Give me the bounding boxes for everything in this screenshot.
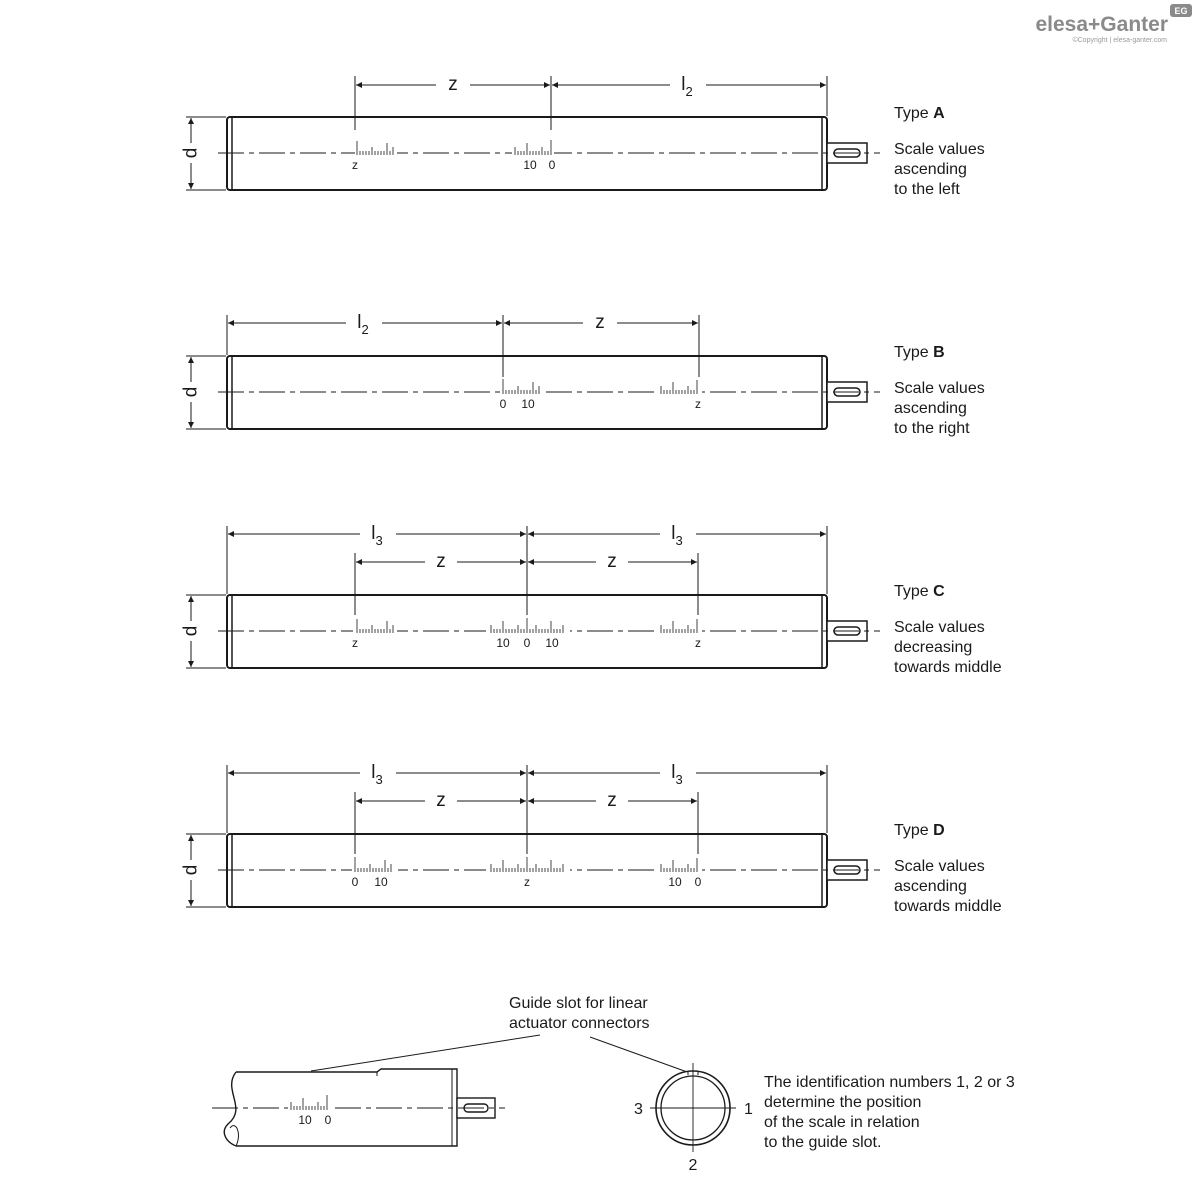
type-b-diagram: [181, 310, 985, 437]
svg-text:l3: $l_3$: [671, 523, 683, 548]
svg-text:z: z: [436, 551, 446, 572]
svg-text:Scale values: Scale values: [894, 141, 985, 158]
svg-text:z: z: [607, 790, 617, 811]
svg-text:10: 10: [298, 1113, 312, 1127]
svg-text:to the left: to the left: [894, 181, 960, 198]
svg-text:determine the position: determine the position: [764, 1094, 922, 1111]
svg-text:towards middle: towards middle: [894, 659, 1002, 676]
svg-text:10: 10: [545, 636, 559, 650]
dim-d-label: d: [180, 147, 202, 159]
svg-text:0: 0: [523, 636, 531, 650]
type-b-legend: [894, 344, 985, 437]
svg-text:to the guide slot.: to the guide slot.: [764, 1134, 882, 1151]
svg-text:l2: $l_2$: [357, 312, 369, 337]
svg-text:l3: $l_3$: [371, 762, 383, 787]
svg-text:10: 10: [521, 397, 535, 411]
svg-text:0: 0: [548, 158, 556, 172]
type-c-legend: [894, 583, 1002, 676]
type-a-title: Type A: [894, 105, 945, 122]
guide-slot-leaders: [311, 1035, 690, 1073]
tube-cross-section: [650, 1063, 736, 1152]
svg-text:0: 0: [694, 875, 702, 889]
svg-text:ascending: ascending: [894, 161, 967, 178]
dim-l-label: $l_2$: [681, 74, 693, 99]
svg-text:Scale values: Scale values: [894, 619, 985, 636]
detail-scale: [288, 1093, 332, 1111]
partial-shaft: [212, 1069, 505, 1146]
svg-text:d: d: [180, 625, 202, 637]
svg-text:actuator connectors: actuator connectors: [509, 1015, 650, 1032]
dim-z-label: z: [448, 74, 458, 95]
svg-text:ascending: ascending: [894, 400, 967, 417]
position-3: 3: [634, 1101, 643, 1118]
svg-text:l3: $l_3$: [371, 523, 383, 548]
svg-text:The identification numbers 1,: The identification numbers 1, 2 or 3: [764, 1074, 1015, 1091]
svg-text:towards middle: towards middle: [894, 898, 1002, 915]
svg-text:10: 10: [523, 158, 537, 172]
type-a-diagram: [181, 72, 985, 198]
type-b-title: Type B: [894, 344, 945, 361]
svg-text:z: z: [695, 397, 701, 411]
type-b-shaft: [218, 356, 880, 429]
svg-text:ascending: ascending: [894, 878, 967, 895]
svg-text:0: 0: [324, 1113, 332, 1127]
svg-text:z: z: [352, 158, 358, 172]
svg-text:to the right: to the right: [894, 420, 970, 437]
svg-text:Scale values: Scale values: [894, 380, 985, 397]
position-2: 2: [688, 1157, 698, 1174]
svg-text:d: d: [180, 864, 202, 876]
brand-badge: EG: [1174, 6, 1188, 16]
svg-text:0: 0: [499, 397, 507, 411]
svg-text:z: z: [695, 636, 701, 650]
copyright-text: ©Copyright | elesa-ganter.com: [1072, 37, 1167, 44]
type-d-title: Type D: [894, 822, 945, 839]
svg-text:Scale values: Scale values: [894, 858, 985, 875]
svg-text:z: z: [607, 551, 617, 572]
svg-text:decreasing: decreasing: [894, 639, 973, 656]
svg-text:z: z: [436, 790, 446, 811]
svg-text:z: z: [595, 312, 605, 333]
type-d-diagram: [181, 760, 1002, 915]
type-a-legend: [894, 105, 985, 198]
svg-text:z: z: [352, 636, 358, 650]
position-1: 1: [744, 1101, 753, 1118]
svg-text:10: 10: [374, 875, 388, 889]
type-c-title: Type C: [894, 583, 945, 600]
svg-text:d: d: [180, 386, 202, 398]
svg-text:0: 0: [351, 875, 359, 889]
guide-slot-label: Guide slot for linear: [509, 995, 648, 1012]
svg-text:of the scale in relation: of the scale in relation: [764, 1114, 920, 1131]
type-c-diagram: [181, 521, 1002, 676]
svg-text:elesa+Ganter: elesa+Ganter: [1035, 13, 1168, 36]
svg-text:10: 10: [496, 636, 510, 650]
identification-note: [764, 1074, 1015, 1151]
type-d-legend: [894, 822, 1002, 915]
svg-text:z: z: [524, 875, 530, 889]
guide-slot-detail: [212, 995, 1015, 1174]
svg-text:l3: $l_3$: [671, 762, 683, 787]
brand-logo: [1035, 4, 1192, 44]
svg-text:10: 10: [668, 875, 682, 889]
